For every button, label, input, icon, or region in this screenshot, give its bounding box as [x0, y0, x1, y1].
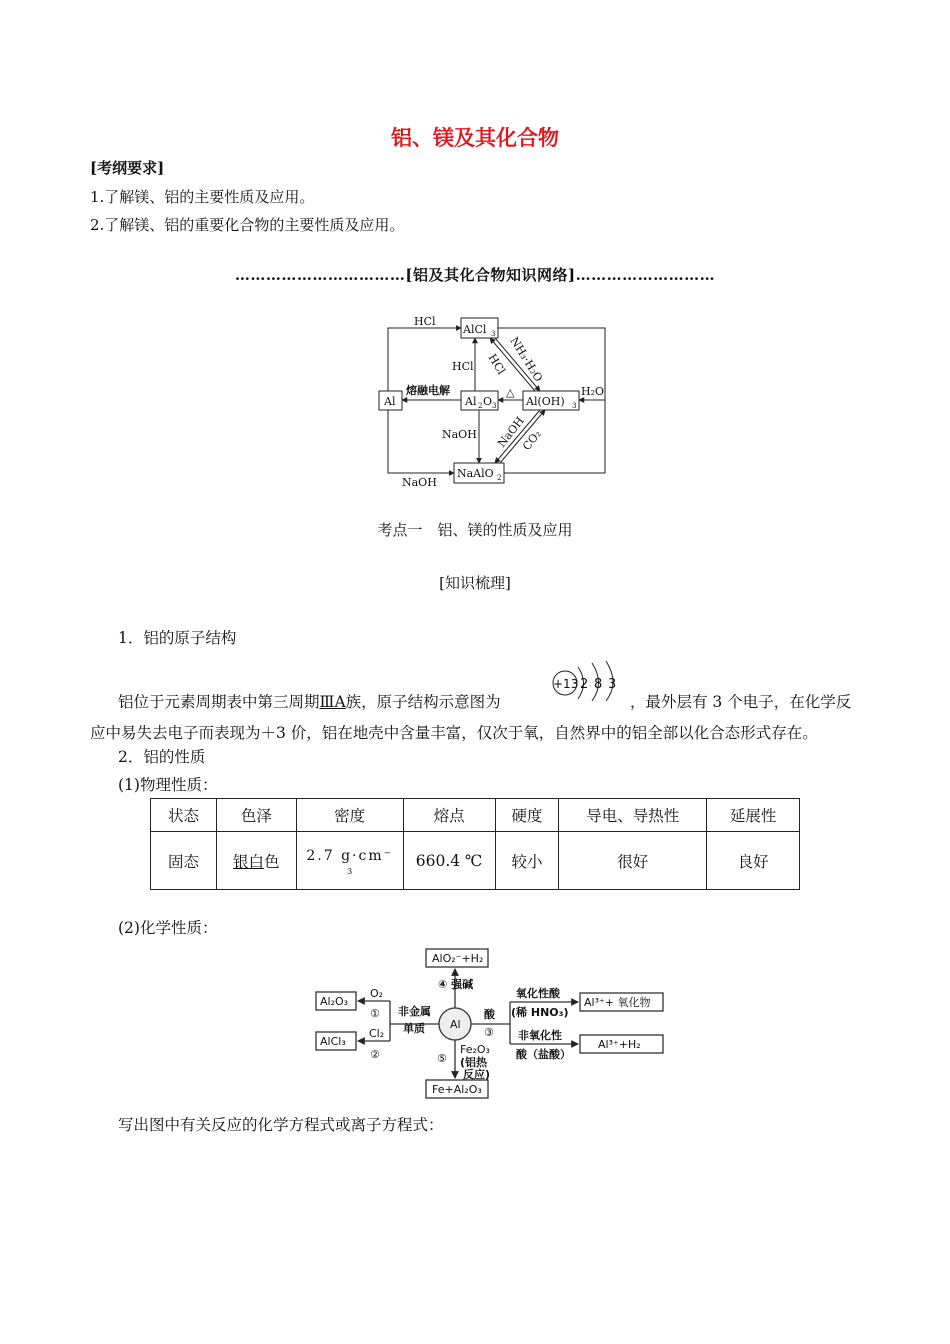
section-heading: 考点一 铝、镁的性质及应用	[377, 521, 573, 539]
table-header: 密度	[296, 799, 403, 832]
oxidizing-acid-label: 氧化性酸	[516, 987, 560, 1000]
network-heading: ……………………………[铝及其化合物知识网络]………………………	[234, 266, 716, 284]
physical-heading: (1)物理性质：	[118, 776, 218, 794]
delta-label: △	[506, 386, 515, 399]
shell-count: 3	[608, 677, 617, 692]
requirement-item: 1.了解镁、铝的主要性质及应用。	[90, 188, 315, 206]
hardness-cell: 较小	[495, 832, 559, 890]
al-label: Al	[384, 395, 396, 408]
svg-text:3: 3	[491, 330, 496, 338]
hcl-top-label: HCl	[414, 315, 436, 328]
atomic-structure-line1: 铝位于元素周期表中第三周期ⅢA族，原子结构示意图为	[118, 693, 501, 711]
table-header: 硬度	[495, 799, 559, 832]
svg-text:O: O	[483, 395, 493, 408]
nucleus-label: +13	[553, 677, 579, 691]
al-center: Al	[450, 1018, 461, 1031]
naoh-diag-label: NaOH	[495, 414, 527, 450]
step-3: ③	[484, 1026, 494, 1039]
strong-base-label: ④ 强碱	[438, 978, 474, 991]
melting-point-cell: 660.4 ℃	[403, 832, 495, 890]
ductility-cell: 良好	[707, 832, 800, 890]
h2o-label: H₂O	[581, 385, 605, 398]
requirement-item: 2.了解镁、铝的重要化合物的主要性质及应用。	[90, 216, 405, 234]
table-header: 熔点	[403, 799, 495, 832]
hcl-acid-label: 酸（盐酸）	[516, 1048, 571, 1061]
element-label: 单质	[403, 1022, 425, 1035]
svg-text:3: 3	[492, 402, 497, 410]
step-2: ②	[370, 1048, 380, 1061]
al2o3-product: Al₂O₃	[320, 995, 349, 1008]
table-row	[151, 832, 800, 890]
nonmetal-label: 非金属	[398, 1005, 431, 1018]
svg-text:2: 2	[478, 402, 483, 410]
page-title: 铝、镁及其化合物	[391, 126, 559, 150]
group-answer: ⅢA	[319, 693, 346, 711]
o2-label: O₂	[370, 987, 384, 1000]
top-product: AlO₂⁻+H₂	[432, 952, 484, 965]
color-cell: 银白色	[216, 832, 296, 890]
al2o3-label: Al	[465, 395, 477, 408]
shell-count: 8	[594, 677, 603, 692]
requirements-heading: [考纲要求]	[90, 159, 165, 177]
electrolysis-label: 熔融电解	[406, 384, 450, 397]
step-1: ①	[370, 1007, 380, 1020]
chemical-properties-diagram	[310, 944, 675, 1104]
naoh-bottom-label: NaOH	[402, 476, 437, 489]
subsection-heading: [知识梳理]	[439, 574, 511, 592]
oxidizing-product: Al³⁺+ 氧化物	[584, 996, 651, 1009]
nh3-label: NH₃·H₂O	[507, 334, 546, 385]
table-header: 状态	[151, 799, 217, 832]
atom-structure-diagram	[545, 655, 625, 703]
dilute-hno3-label: (稀 HNO₃)	[511, 1006, 569, 1019]
cl2-label: Cl₂	[369, 1027, 385, 1040]
hcl-left-label: HCl	[452, 360, 474, 373]
alcl3-label: AlCl	[463, 323, 487, 336]
point-heading: 1．铝的原子结构	[118, 629, 237, 647]
point-heading: 2．铝的性质	[118, 748, 206, 766]
chemical-heading: (2)化学性质：	[118, 919, 218, 937]
svg-text:2: 2	[497, 474, 502, 482]
acid-label: 酸	[484, 1008, 495, 1021]
aluminum-network-diagram	[370, 312, 620, 492]
naoh-left-label: NaOH	[442, 428, 477, 441]
shell-count: 2	[580, 677, 589, 692]
fe2o3-label: Fe₂O₃	[460, 1043, 490, 1056]
table-header: 色泽	[216, 799, 296, 832]
atomic-structure-line1-tail: ，最外层有 3 个电子，在化学反	[630, 693, 852, 711]
step-5: ⑤	[437, 1052, 447, 1065]
thermite-label-2: 反应)	[463, 1068, 491, 1081]
bottom-product: Fe+Al₂O₃	[432, 1083, 482, 1096]
conductivity-cell: 很好	[559, 832, 707, 890]
atomic-structure-line2: 应中易失去电子而表现为＋3 价，铝在地壳中含量丰富，仅次于氧，自然界中的铝全部以化合态形式存在。	[90, 724, 818, 742]
instruction-line: 写出图中有关反应的化学方程式或离子方程式：	[118, 1116, 444, 1134]
physical-properties-table	[150, 798, 800, 890]
naalo2-label: NaAlO	[457, 467, 494, 480]
density-cell: 2.7 g·cm⁻ 3	[296, 832, 403, 890]
table-header: 导电、导热性	[559, 799, 707, 832]
aloh3-label: Al(OH)	[526, 395, 565, 408]
co2-label: CO₂	[520, 427, 544, 453]
hydrogen-product: Al³⁺+H₂	[598, 1038, 641, 1051]
state-cell: 固态	[151, 832, 217, 890]
thermite-label: (铝热	[460, 1056, 488, 1069]
nonoxidizing-label: 非氧化性	[518, 1029, 562, 1042]
table-header: 延展性	[707, 799, 800, 832]
hcl-diag-label: HCl	[485, 351, 508, 377]
svg-text:3: 3	[572, 402, 577, 410]
table-header-row	[151, 799, 800, 832]
alcl3-product: AlCl₃	[320, 1035, 346, 1048]
